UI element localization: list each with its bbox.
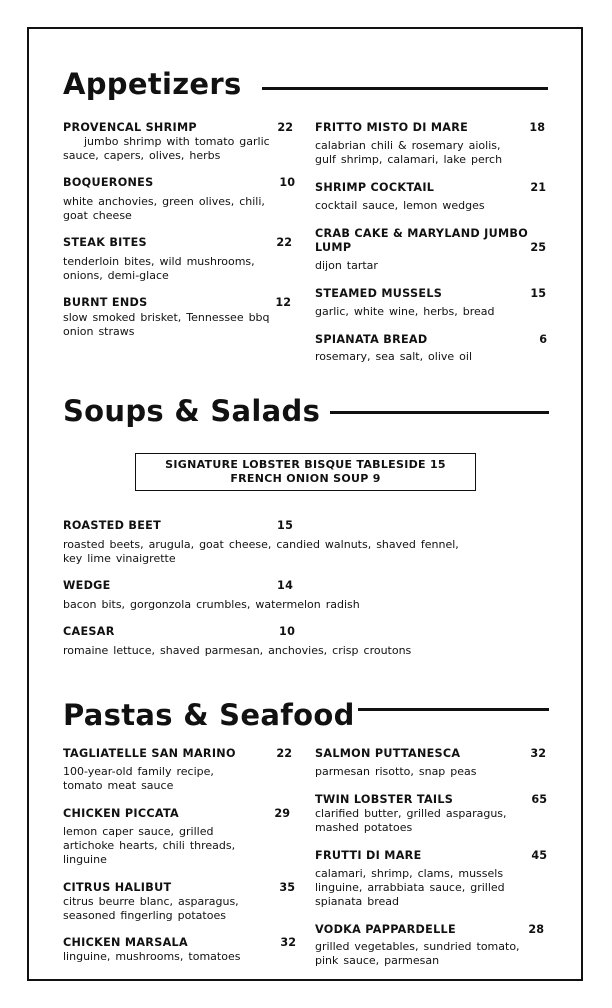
item-name: TAGLIATELLE SAN MARINO — [63, 747, 236, 760]
item-description: parmesan risotto, snap peas — [315, 765, 477, 778]
item-price: 32 — [280, 936, 296, 949]
item-description: garlic, white wine, herbs, bread — [315, 305, 495, 318]
menu-item-wedge — [63, 579, 543, 613]
item-description: mashed potatoes — [315, 821, 413, 834]
item-name: CAESAR — [63, 625, 115, 638]
section-rule — [262, 87, 548, 90]
menu-item-vodka-pappardelle — [315, 923, 544, 969]
item-description: key lime vinaigrette — [63, 552, 176, 565]
specials-box — [135, 453, 476, 491]
item-description: roasted beets, arugula, goat cheese, candied walnuts, shaved fennel, — [63, 538, 459, 551]
item-name: BURNT ENDS — [63, 296, 148, 309]
item-name: BOQUERONES — [63, 176, 154, 189]
menu-item-spianata-bread — [315, 333, 547, 367]
menu-item-chicken-marsala — [63, 936, 296, 966]
item-price: 35 — [279, 881, 295, 894]
item-description: lemon caper sauce, grilled — [63, 825, 214, 838]
special-lobster-bisque: SIGNATURE LOBSTER BISQUE TABLESIDE 15 — [165, 458, 446, 471]
menu-item-fritto-misto — [315, 121, 545, 167]
item-description: pink sauce, parmesan — [315, 954, 440, 967]
section-title-pastas-seafood: Pastas & Seafood — [63, 698, 355, 732]
item-price: 45 — [531, 849, 547, 862]
item-description: artichoke hearts, chili threads, — [63, 839, 236, 852]
item-price: 15 — [277, 519, 294, 532]
special-french-onion-soup: FRENCH ONION SOUP 9 — [230, 472, 381, 485]
menu-item-salmon-puttanesca — [315, 747, 546, 781]
item-price: 14 — [277, 579, 294, 592]
menu-item-chicken-piccata — [63, 807, 290, 867]
item-name: CHICKEN MARSALA — [63, 936, 188, 949]
menu-item-twin-lobster-tails — [315, 793, 547, 837]
item-price: 10 — [279, 176, 295, 189]
item-description: sauce, capers, olives, herbs — [63, 149, 221, 162]
item-description: linguine, arrabbiata sauce, grilled — [315, 881, 505, 894]
item-description: rosemary, sea salt, olive oil — [315, 350, 473, 363]
item-description: clarified butter, grilled asparagus, — [315, 807, 507, 820]
item-price: 6 — [539, 333, 547, 346]
section-title-appetizers: Appetizers — [63, 67, 242, 101]
item-description: white anchovies, green olives, chili, — [63, 195, 265, 208]
item-description: bacon bits, gorgonzola crumbles, watermelon radish — [63, 598, 360, 611]
item-price: 18 — [529, 121, 545, 134]
item-price: 22 — [276, 236, 292, 249]
item-name: VODKA PAPPARDELLE — [315, 923, 456, 936]
item-description: jumbo shrimp with tomato garlic — [84, 135, 270, 148]
item-description: onions, demi-glace — [63, 269, 169, 282]
item-price: 28 — [528, 923, 544, 936]
menu-item-burnt-ends — [63, 296, 291, 340]
item-name: SALMON PUTTANESCA — [315, 747, 461, 760]
menu-item-steamed-mussels — [315, 287, 546, 321]
item-name: SHRIMP COCKTAIL — [315, 181, 435, 194]
item-description: grilled vegetables, sundried tomato, — [315, 940, 520, 953]
item-description: cocktail sauce, lemon wedges — [315, 199, 485, 212]
item-description: 100-year-old family recipe, — [63, 765, 214, 778]
item-price: 25 — [530, 241, 546, 254]
section-title-soups-salads: Soups & Salads — [63, 394, 321, 428]
item-name: CRAB CAKE & MARYLAND JUMBO LUMP — [315, 227, 529, 254]
item-price: 12 — [275, 296, 291, 309]
item-name: TWIN LOBSTER TAILS — [315, 793, 454, 806]
menu-item-roasted-beet — [63, 519, 543, 565]
item-description: linguine — [63, 853, 107, 866]
menu-item-crab-cake — [315, 227, 546, 275]
item-description: seasoned fingerling potatoes — [63, 909, 226, 922]
item-name: CHICKEN PICCATA — [63, 807, 180, 820]
item-name: FRITTO MISTO DI MARE — [315, 121, 469, 134]
item-description: calabrian chili & rosemary aiolis, — [315, 139, 501, 152]
item-name: CITRUS HALIBUT — [63, 881, 172, 894]
item-price: 10 — [279, 625, 296, 638]
item-description: romaine lettuce, shaved parmesan, anchovies, crisp croutons — [63, 644, 412, 657]
menu-item-shrimp-cocktail — [315, 181, 546, 215]
menu-item-frutti-di-mare — [315, 849, 547, 909]
item-description: slow smoked brisket, Tennessee bbq — [63, 311, 270, 324]
item-price: 15 — [530, 287, 546, 300]
item-description: onion straws — [63, 325, 135, 338]
item-name: STEAK BITES — [63, 236, 147, 249]
item-price: 22 — [276, 747, 292, 760]
menu-item-steak-bites — [63, 236, 292, 282]
item-price: 21 — [530, 181, 546, 194]
menu-item-tagliatelle — [63, 747, 292, 793]
item-name: WEDGE — [63, 579, 111, 592]
menu-item-caesar — [63, 625, 543, 659]
item-name: SPIANATA BREAD — [315, 333, 428, 346]
item-name: STEAMED MUSSELS — [315, 287, 443, 300]
item-description: gulf shrimp, calamari, lake perch — [315, 153, 503, 166]
item-description: dijon tartar — [315, 259, 378, 272]
item-name: ROASTED BEET — [63, 519, 162, 532]
item-price: 29 — [274, 807, 290, 820]
section-rule — [358, 708, 549, 711]
item-price: 22 — [277, 121, 293, 134]
item-description: spianata bread — [315, 895, 400, 908]
item-description: tomato meat sauce — [63, 779, 174, 792]
item-name: FRUTTI DI MARE — [315, 849, 422, 862]
item-price: 32 — [530, 747, 546, 760]
item-description: goat cheese — [63, 209, 132, 222]
menu-item-citrus-halibut — [63, 881, 295, 925]
menu-item-provencal-shrimp — [63, 121, 293, 165]
item-name: PROVENCAL SHRIMP — [63, 121, 197, 134]
item-price: 65 — [531, 793, 547, 806]
item-description: linguine, mushrooms, tomatoes — [63, 950, 241, 963]
menu-item-boquerones — [63, 176, 295, 222]
item-description: citrus beurre blanc, asparagus, — [63, 895, 239, 908]
item-description: tenderloin bites, wild mushrooms, — [63, 255, 255, 268]
section-rule — [330, 411, 549, 414]
item-description: calamari, shrimp, clams, mussels — [315, 867, 504, 880]
